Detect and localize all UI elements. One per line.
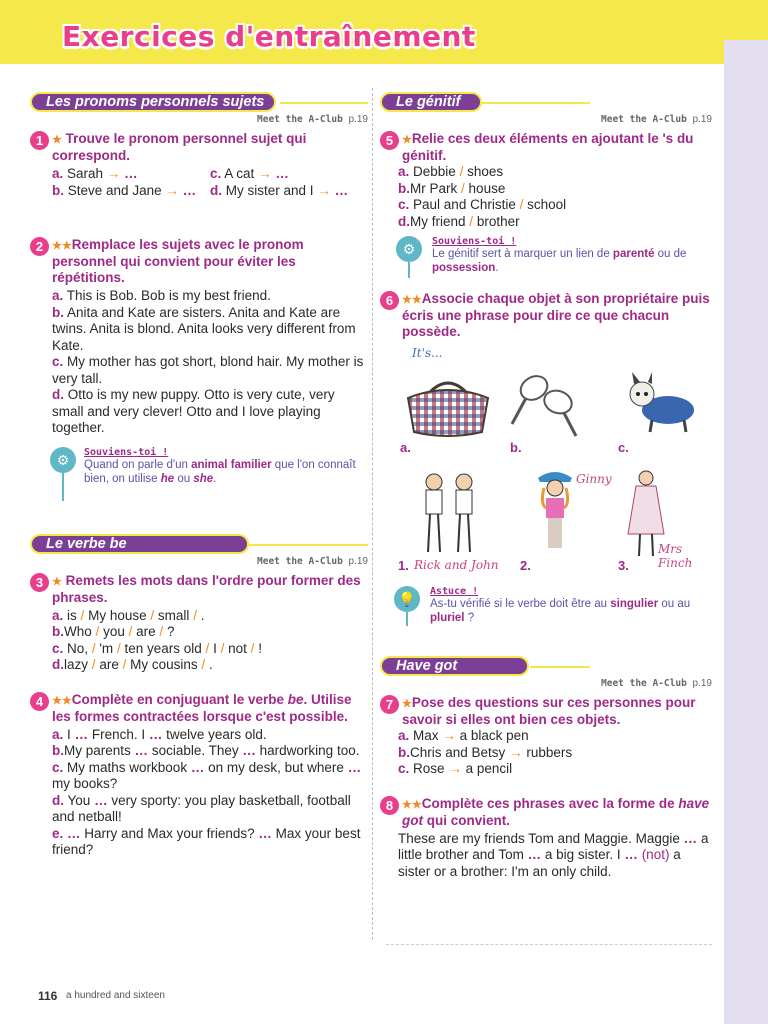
object-label: c.	[618, 440, 629, 455]
exercise-instruction: ★Pose des questions sur ces personnes pour savoir si elles ont bien ces objets.	[402, 695, 696, 727]
right-column	[380, 92, 712, 880]
owner-name: Ginny	[576, 472, 612, 486]
object-label: b.	[510, 440, 522, 455]
book-reference: Meet the A-Club p.19	[257, 114, 368, 125]
exercise-number: 1	[30, 131, 49, 150]
object-label: a.	[400, 440, 411, 455]
exercise-1	[30, 131, 368, 199]
section-title: Le verbe be	[30, 534, 249, 554]
tip-pin-line	[406, 612, 408, 626]
list-item: b. Steve and Jane → …	[52, 182, 197, 198]
section-line	[280, 102, 368, 104]
exercise-3	[30, 573, 368, 674]
exercise-instruction: ★★Complète en conjuguant le verbe be. Utilise les formes contractées lorsque c'est possible.	[52, 691, 352, 724]
tip-title: Souviens-toi !	[84, 446, 169, 458]
gear-icon: ⚙	[396, 236, 422, 262]
list-item: b.Mr Park / house	[398, 180, 506, 196]
owner-name: Rick and John	[414, 558, 499, 572]
exercise-instruction: ★Relie ces deux éléments en ajoutant le 's du génitif.	[402, 131, 694, 163]
exercise-number: 5	[380, 131, 399, 150]
section-line	[530, 666, 590, 668]
list-item: a. This is Bob. Bob is my best friend.	[52, 288, 271, 303]
left-column	[30, 92, 368, 859]
exercise-number: 7	[380, 695, 399, 714]
exercise-8-text: These are my friends Tom and Maggie. Maggie … a little brother and Tom … a big sister. I … (not) a sister or a brother: I'm an only child.	[398, 830, 709, 879]
exercise-number: 3	[30, 573, 49, 592]
section-title: Have got	[380, 656, 529, 676]
page-number: 116	[38, 989, 58, 1003]
gear-icon: ⚙	[50, 447, 76, 473]
owner-name: Mrs Finch	[658, 542, 693, 570]
list-item: d. Otto is my new puppy. Otto is very cute, very small and very clever! Otto and I love playing together.	[52, 387, 335, 435]
lightbulb-icon: 💡	[394, 586, 420, 612]
book-reference: Meet the A-Club p.19	[257, 555, 368, 567]
list-item: d.My friend / brother	[398, 213, 520, 229]
section-title: Le génitif	[380, 92, 482, 112]
handwritten-example: It's...	[412, 346, 443, 360]
list-item: d.lazy / are / My cousins / .	[52, 657, 213, 672]
list-item: b.Who / you / are / ?	[52, 624, 175, 639]
tip-text: Quand on parle d'un animal familier que l'on connaît bien, on utilise he ou she.	[84, 458, 356, 485]
bottom-dashed-line	[386, 944, 712, 945]
owner-label: 1.	[398, 558, 409, 573]
dog-image	[618, 370, 704, 436]
exercise-7-items	[380, 728, 712, 778]
list-item: a. Max → a black pen	[398, 728, 529, 743]
bag-image	[400, 374, 496, 438]
tip-title: Souviens-toi !	[432, 236, 517, 247]
list-item: d. My sister and I → …	[210, 182, 349, 198]
list-item: d. You … very sporty: you play basketball, football and netball!	[52, 792, 351, 824]
list-item: c. No, / 'm / ten years old / I / not / !	[52, 640, 262, 656]
exercise-7	[380, 695, 712, 728]
side-strip	[724, 40, 768, 1024]
exercise-6-pictures	[380, 364, 712, 624]
section-header-pronoms	[30, 92, 368, 114]
column-divider	[372, 88, 373, 940]
exercise-number: 4	[30, 692, 49, 711]
section-header-havegot	[380, 656, 712, 678]
tip-souviens-toi	[30, 447, 368, 486]
page-title: Exercices d'entraînement	[62, 20, 476, 53]
exercise-instruction: ★★Remplace les sujets avec le pronom personnel qui convient pour éviter les répétitions.	[52, 237, 304, 285]
list-item: a. Debbie / shoes	[398, 164, 504, 179]
list-item: c. Rose → a pencil	[398, 761, 513, 776]
exercise-number: 2	[30, 237, 49, 256]
girl-ginny-image	[530, 468, 580, 558]
exercise-items	[52, 166, 368, 183]
tip-pin-line	[408, 262, 410, 278]
list-item: c. Paul and Christie / school	[398, 197, 567, 212]
section-header-genitif	[380, 92, 712, 114]
list-item: b. Anita and Kate are sisters. Anita and Kate are twins. Anita is blond. Anita looks very different from Kate.	[52, 304, 356, 353]
list-item: a. is / My house / small / .	[52, 607, 205, 623]
exercise-number: 8	[380, 796, 399, 815]
top-band-gap	[0, 64, 768, 80]
list-item: c. A cat → …	[210, 166, 289, 181]
exercise-instruction: ★★Complète ces phrases avec la forme de have got qui convient.	[402, 795, 710, 828]
exercise-2	[30, 237, 368, 437]
tip-pin-line	[62, 473, 64, 501]
exercise-5	[380, 131, 712, 164]
exercise-4	[30, 692, 368, 859]
owner-label: 2.	[520, 558, 531, 573]
section-line	[470, 102, 590, 104]
section-title: Les pronoms personnels sujets	[30, 92, 276, 112]
exercise-instruction: ★ Trouve le pronom personnel sujet qui correspond.	[52, 131, 307, 163]
page-number-text: a hundred and sixteen	[66, 990, 165, 1001]
list-item: b.Chris and Betsy → rubbers	[398, 744, 573, 760]
boys-image	[410, 470, 490, 556]
tip-astuce	[380, 586, 712, 625]
exercise-5-items	[380, 164, 712, 230]
list-item: c. My mother has got short, blond hair. My mother is very tall.	[52, 354, 364, 386]
tip-text: As-tu vérifié si le verbe doit être au singulier ou au pluriel ?	[430, 598, 691, 624]
tip-souviens-toi	[380, 236, 712, 275]
exercise-8	[380, 796, 712, 829]
exercise-6	[380, 291, 712, 360]
tip-title: Astuce !	[430, 586, 479, 597]
list-item: b.My parents … sociable. They … hardworking too.	[52, 743, 360, 758]
exercise-instruction: ★★Associe chaque objet à son propriétaire puis écris une phrase pour dire ce que chacun possède.	[402, 291, 710, 339]
tip-text: Le génitif sert à marquer un lien de parenté ou de possession.	[432, 248, 687, 274]
section-header-verbe	[30, 534, 368, 556]
owner-label: 3.	[618, 558, 629, 573]
book-reference: Meet the A-Club p.19	[601, 114, 712, 125]
exercise-items	[52, 183, 368, 200]
list-item: a. I … French. I … twelve years old.	[52, 726, 267, 742]
list-item: e. … Harry and Max your friends? … Max your best friend?	[52, 825, 361, 857]
list-item: a. Sarah → …	[52, 166, 138, 181]
exercise-number: 6	[380, 291, 399, 310]
exercise-instruction: ★ Remets les mots dans l'ordre pour former des phrases.	[52, 572, 361, 605]
tennis-rackets-image	[506, 372, 586, 438]
section-line	[230, 544, 368, 546]
list-item: c. My maths workbook … on my desk, but where … my books?	[52, 759, 362, 791]
book-reference: Meet the A-Club p.19	[601, 678, 712, 689]
